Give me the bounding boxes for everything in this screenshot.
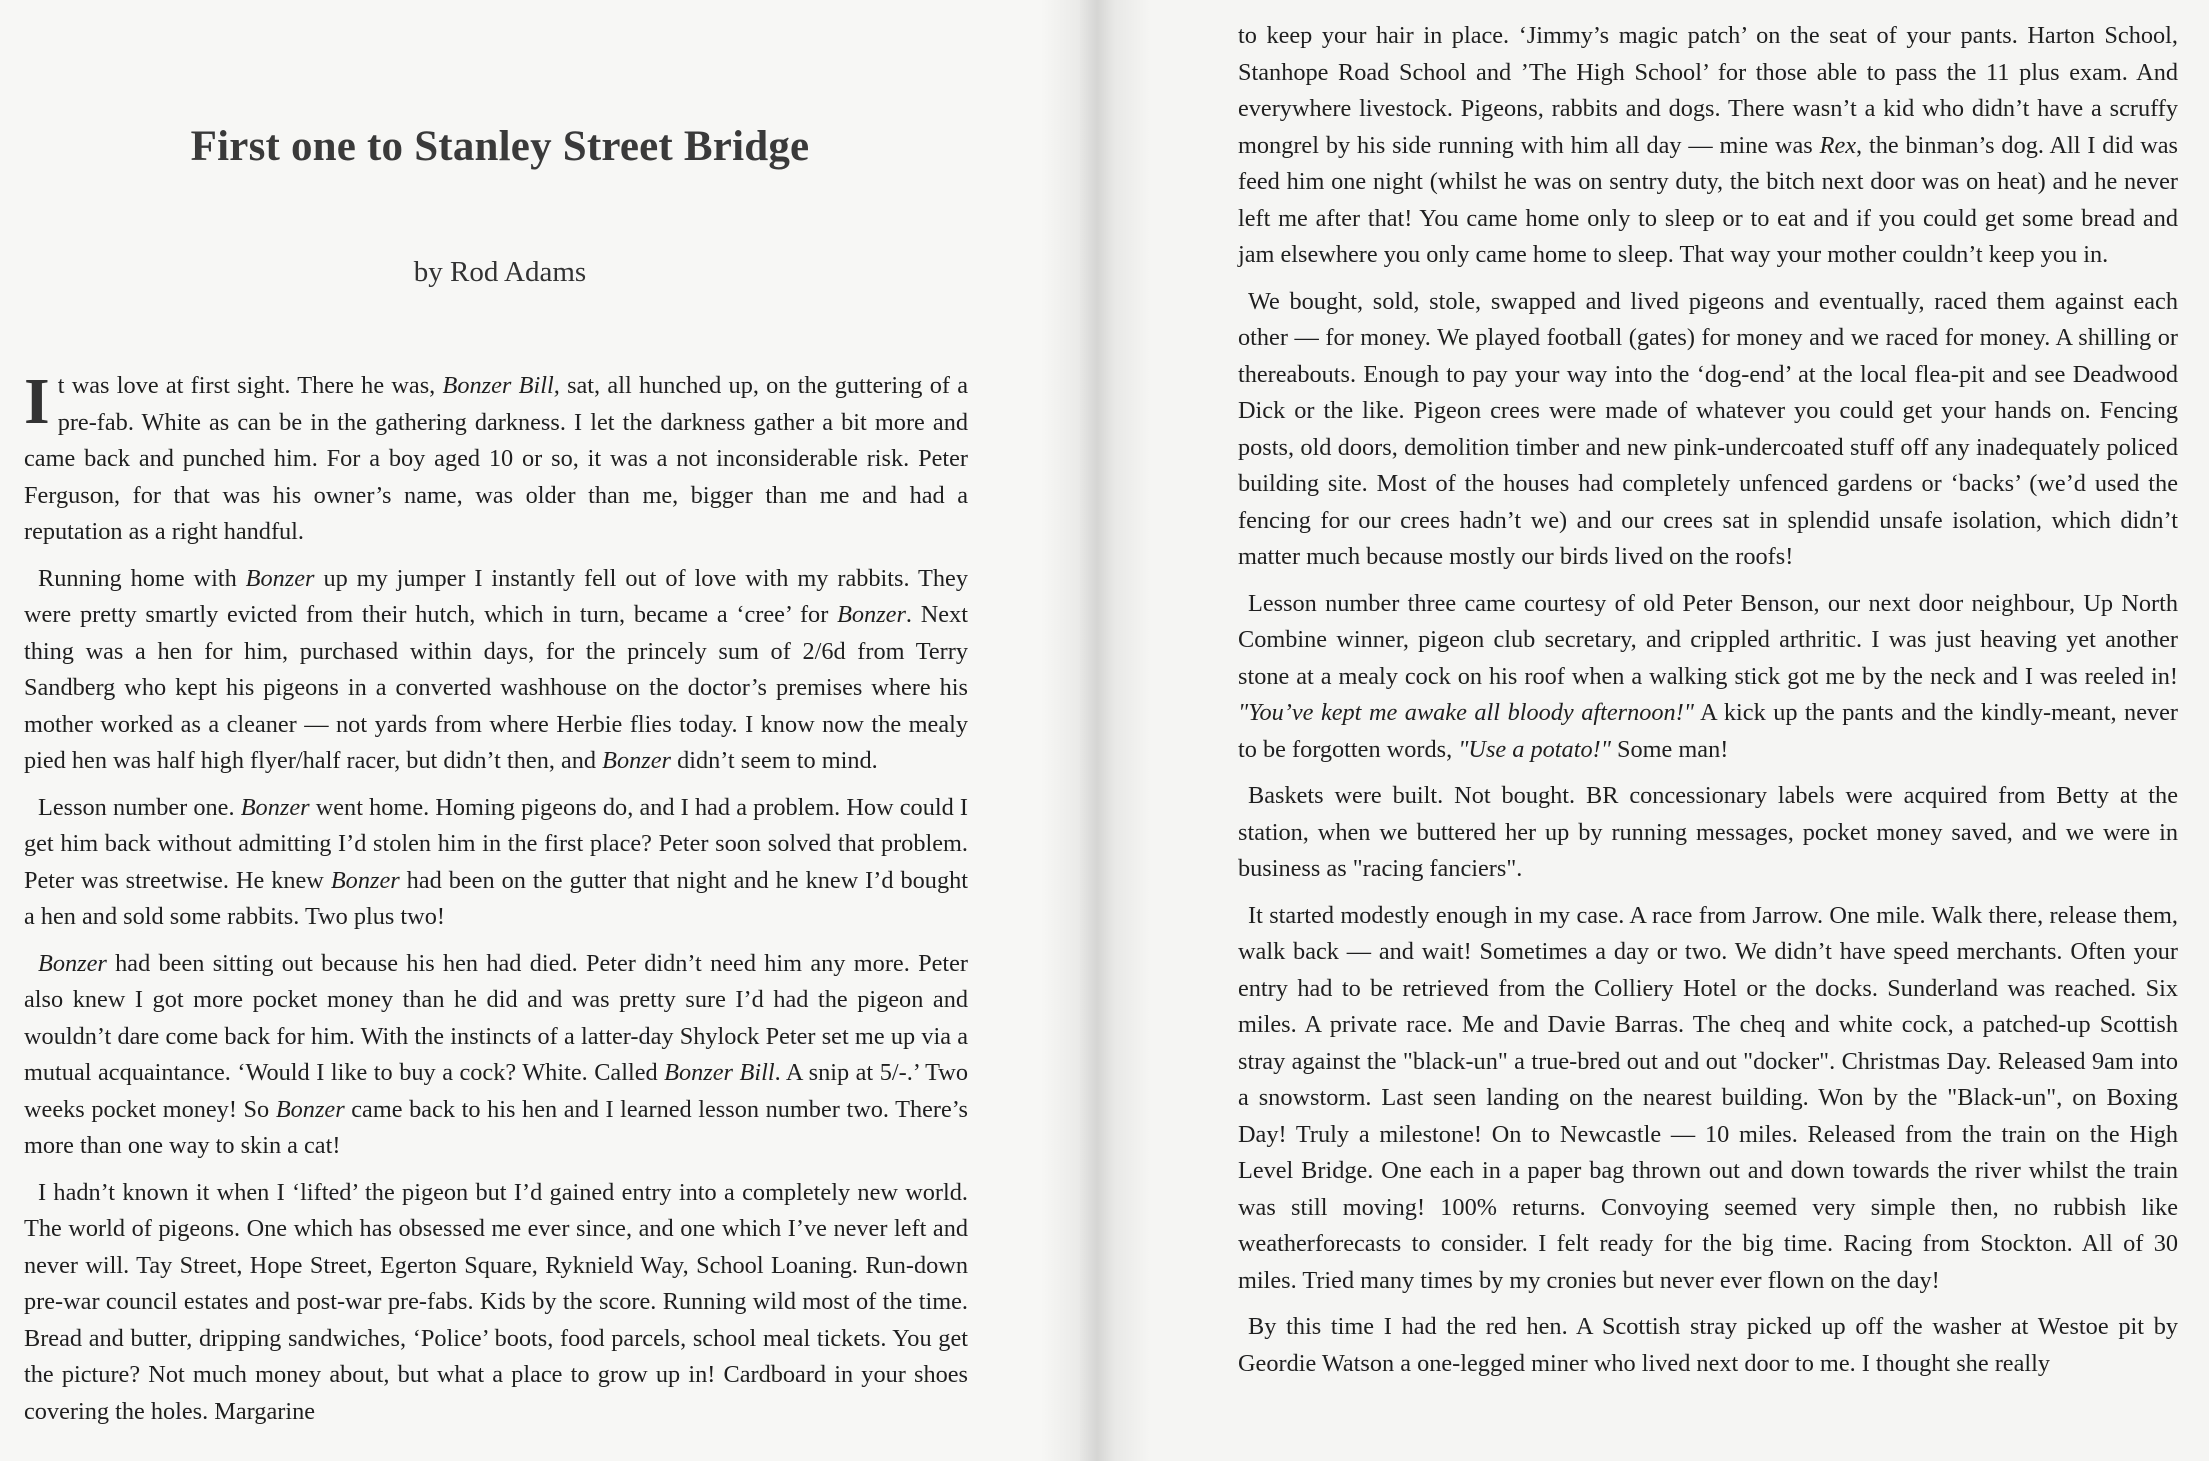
paragraph-1: It was love at first sight. There he was, Bonzer Bill, sat, all hunched up, on the guttering of a pre-fab. White as can be in the gathering darkness. I let the darkness gather a bit more and came back and punched him. For a boy aged 10 or so, it was a not inconsiderable risk. Peter Ferguson, for that was his owner’s name, was older than me, bigger than me and had a reputation as a right handful. bbox=[24, 365, 968, 545]
paragraph-9: Baskets were built. Not bought. BR concessionary labels were acquired from Betty at the station, when we buttered her up by running messages, pocket money saved, and we were in business as "racing fanciers". bbox=[1238, 782, 2178, 882]
left-column bbox=[24, 365, 968, 1440]
paragraph-6: to keep your hair in place. ‘Jimmy’s magic patch’ on the seat of your pants. Harton School, Stanhope Road School and ’The High School’ for those able to pass the 11 plus exam. And everywhere livestock. Pigeons, rabbits and dogs. There wasn’t a kid who didn’t have a scruffy mongrel by his side running with him all day — mine was Rex, the binman’s dog. All I did was feed him one night (whilst he was on sentry duty, the bitch next door was on heat) and he never left me after that! You came home only to sleep or to eat and if you could get some bread and jam elsewhere you only came home to sleep. That way your mother couldn’t keep you in. bbox=[1238, 22, 2178, 268]
paragraph-3: Lesson number one. Bonzer went home. Homing pigeons do, and I had a problem. How could I get him back without admitting I’d stolen him in the first place? Peter soon solved that problem. Peter was streetwise. He knew Bonzer had been on the gutter that night and he knew I’d bought a hen and sold some rabbits. Two plus two! bbox=[24, 793, 968, 930]
paragraph-4: Bonzer had been sitting out because his hen had died. Peter didn’t need him any more. Peter also knew I got more pocket money than he did and was pretty sure I’d had the pigeon and wouldn’t dare come back for him. With the instincts of a latter-day Shylock Peter set me up via a mutual acquaintance. ‘Would I like to buy a cock? White. Called Bonzer Bill. A snip at 5/-.’ Two weeks pocket money! So Bonzer came back to his hen and I learned lesson number two. There’s more than one way to skin a cat! bbox=[24, 949, 968, 1159]
paragraph-8: Lesson number three came courtesy of old Peter Benson, our next door neighbour, Up North Combine winner, pigeon club secretary, and crippled arthritic. I was just heaving yet another stone at a mealy cock on his roof when a walking stick got me by the neck and I was reeled in! "You’ve kept me awake all bloody afternoon!" A kick up the pants and the kindly-meant, never to be forgotten words, "Use a potato!" Some man! bbox=[1238, 589, 2178, 763]
page-gutter bbox=[1040, 0, 1150, 1461]
right-column bbox=[1238, 18, 2178, 1392]
paragraph-10: It started modestly enough in my case. A race from Jarrow. One mile. Walk there, release them, walk back — and wait! Sometimes a day or two. We didn’t have speed merchants. Often your entry had to be retrieved from the Colliery Hotel or the docks. Sunderland was reached. Six miles. A private race. Me and Davie Barras. The cheq and white cock, a patched-up Scottish stray against the "black-un" a true-bred out and out "docker". Christmas Day. Released 9am into a snowstorm. Last seen landing on the nearest building. Won by the "Black-un", on Boxing Day! Truly a milestone! On to Newcastle — 10 miles. Released from the train on the High Level Bridge. One each in a paper bag thrown out and down towards the river whilst the train was still moving! 100% returns. Convoying seemed very simple then, no rubbish like weatherforecasts to consider. I felt ready for the big time. Racing from Stockton. All of 30 miles. Tried many times by my cronies but never ever flown on the day! bbox=[1238, 901, 2178, 1294]
paragraph-2: Running home with Bonzer up my jumper I instantly fell out of love with my rabbits. They were pretty smartly evicted from their hutch, which in turn, became a ‘cree’ for Bonzer. Next thing was a hen for him, purchased within days, for the princely sum of 2/6d from Terry Sandberg who kept his pigeons in a converted washhouse on the doctor’s premises where his mother worked as a cleaner — not yards from where Herbie flies today. I know now the mealy pied hen was half high flyer/half racer, but didn’t then, and Bonzer didn’t seem to mind. bbox=[24, 564, 968, 774]
paragraph-5: I hadn’t known it when I ‘lifted’ the pigeon but I’d gained entry into a completely new world. The world of pigeons. One which has obsessed me ever since, and one which I’ve never left and never will. Tay Street, Hope Street, Egerton Square, Ryknield Way, School Loaning. Run-down pre-war council estates and post-war pre-fabs. Kids by the score. Running wild most of the time. Bread and butter, dripping sandwiches, ‘Police’ boots, food parcels, school meal tickets. You get the picture? Not much money about, but what a place to grow up in! Cardboard in your shoes covering the holes. Margarine bbox=[24, 1178, 968, 1425]
drop-cap: I bbox=[24, 365, 50, 438]
paragraph-11: By this time I had the red hen. A Scottish stray picked up off the washer at Westoe pit by Geordie Watson a one-legged miner who lived next door to me. I thought she really bbox=[1238, 1313, 2178, 1377]
paragraph-7: We bought, sold, stole, swapped and lived pigeons and eventually, raced them against each other — for money. We played football (gates) for money and we raced for money. A shilling or thereabouts. Enough to pay your way into the ‘dog-end’ at the local flea-pit and see Deadwood Dick or the like. Pigeon crees were made of whatever you could get your hands on. Fencing posts, old doors, demolition timber and new pink-undercoated stuff off any inadequately policed building site. Most of the houses had completely unfenced gardens or ‘backs’ (we’d used the fencing for our crees hadn’t we) and our crees sat in splendid unsafe isolation, which didn’t matter much because mostly our birds lived on the roofs! bbox=[1238, 287, 2178, 570]
article-title: First one to Stanley Street Bridge bbox=[190, 123, 810, 170]
article-byline: by Rod Adams bbox=[413, 256, 587, 288]
